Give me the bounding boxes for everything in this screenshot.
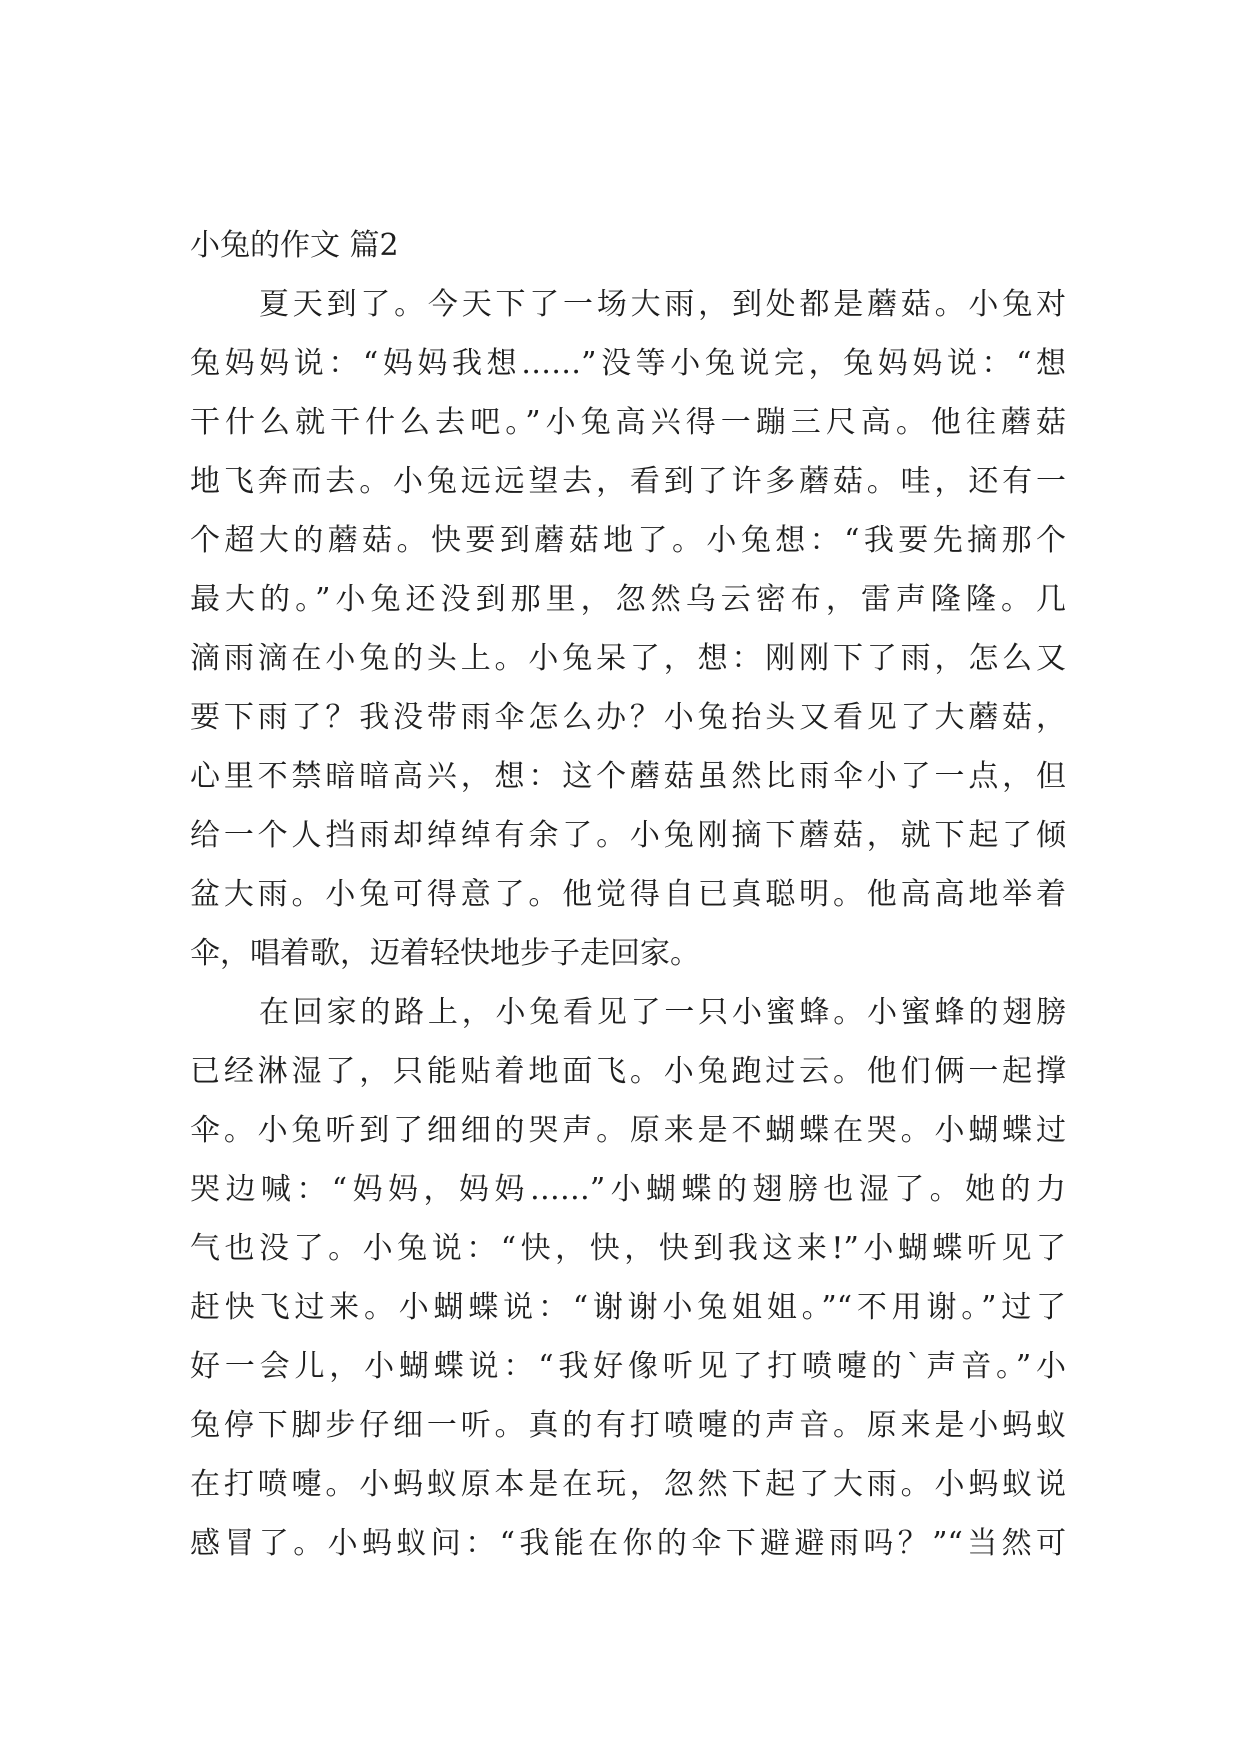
text-line: 好一会儿，小蝴蝶说：“我好像听见了打喷嚏的`声音。”小 bbox=[190, 1349, 1066, 1384]
text-line: 夏天到了。今天下了一场大雨，到处都是蘑菇。小兔对 bbox=[259, 287, 1066, 322]
text-line: 伞，唱着歌，迈着轻快地步子走回家。 bbox=[190, 936, 700, 971]
text-line: 兔停下脚步仔细一听。真的有打喷嚏的声音。原来是小蚂蚁 bbox=[190, 1408, 1066, 1443]
text-line: 给一个人挡雨却绰绰有余了。小兔刚摘下蘑菇，就下起了倾 bbox=[190, 818, 1066, 853]
text-line: 干什么就干什么去吧。”小兔高兴得一蹦三尺高。他往蘑菇 bbox=[190, 405, 1066, 440]
text-line: 盆大雨。小兔可得意了。他觉得自已真聪明。他高高地举着 bbox=[190, 877, 1066, 912]
text-line: 最大的。”小兔还没到那里，忽然乌云密布，雷声隆隆。几 bbox=[190, 582, 1066, 617]
document-page bbox=[190, 216, 1066, 1573]
text-line: 地飞奔而去。小兔远远望去，看到了许多蘑菇。哇，还有一 bbox=[190, 464, 1066, 499]
text-line: 在回家的路上，小兔看见了一只小蜜蜂。小蜜蜂的翅膀 bbox=[259, 995, 1066, 1030]
text-line: 个超大的蘑菇。快要到蘑菇地了。小兔想：“我要先摘那个 bbox=[190, 523, 1066, 558]
paragraph-2 bbox=[190, 983, 1066, 1573]
text-line: 要下雨了？我没带雨伞怎么办？小兔抬头又看见了大蘑菇， bbox=[190, 700, 1066, 735]
text-line: 气也没了。小兔说：“快，快，快到我这来!”小蝴蝶听见了 bbox=[190, 1231, 1066, 1266]
paragraph-1 bbox=[190, 275, 1066, 983]
text-line: 心里不禁暗暗高兴，想：这个蘑菇虽然比雨伞小了一点，但 bbox=[190, 759, 1066, 794]
text-line: 赶快飞过来。小蝴蝶说：“谢谢小兔姐姐。”“不用谢。”过了 bbox=[190, 1290, 1066, 1325]
text-line: 滴雨滴在小兔的头上。小兔呆了，想：刚刚下了雨，怎么又 bbox=[190, 641, 1066, 676]
text-line: 兔妈妈说：“妈妈我想……”没等小兔说完，兔妈妈说：“想 bbox=[190, 346, 1066, 381]
text-line: 已经淋湿了，只能贴着地面飞。小兔跑过云。他们俩一起撑 bbox=[190, 1054, 1066, 1089]
document-title: 小兔的作文 篇2 bbox=[190, 228, 399, 263]
text-line: 哭边喊：“妈妈，妈妈……”小蝴蝶的翅膀也湿了。她的力 bbox=[190, 1172, 1066, 1207]
text-line: 在打喷嚏。小蚂蚁原本是在玩，忽然下起了大雨。小蚂蚁说 bbox=[190, 1467, 1066, 1502]
text-line: 伞。小兔听到了细细的哭声。原来是不蝴蝶在哭。小蝴蝶过 bbox=[190, 1113, 1066, 1148]
text-line: 感冒了。小蚂蚁问：“我能在你的伞下避避雨吗？”“当然可 bbox=[190, 1526, 1066, 1561]
